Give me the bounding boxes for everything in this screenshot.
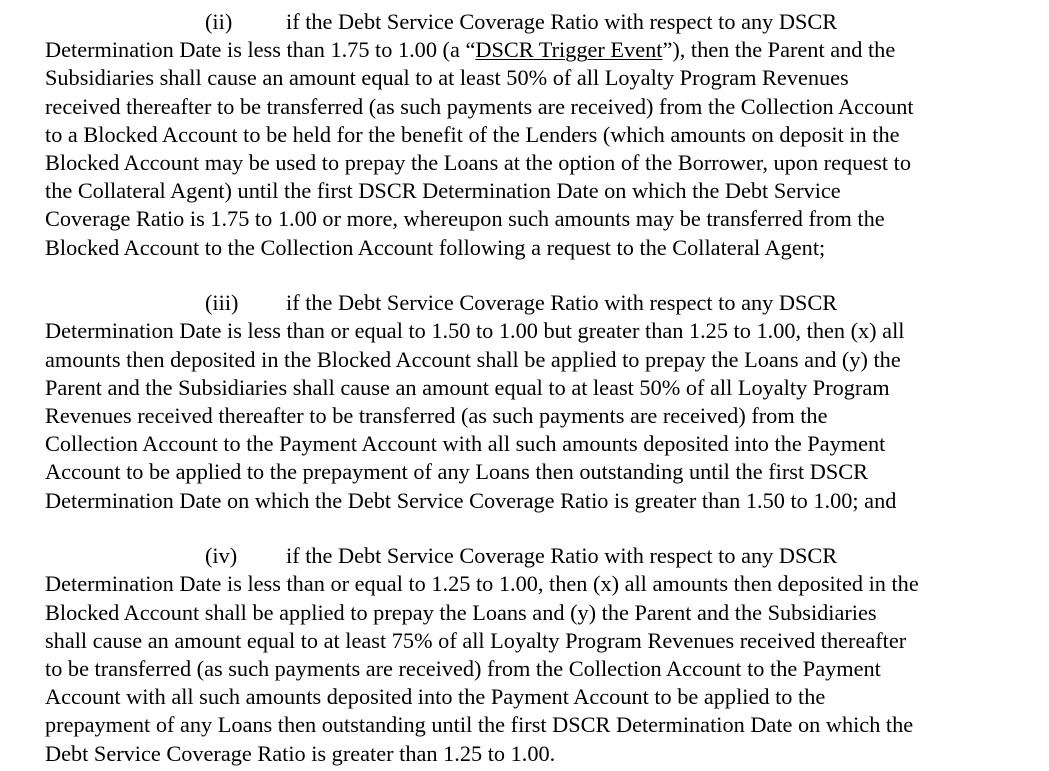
paragraph-iv-number: (iv) bbox=[205, 543, 238, 569]
paragraph-ii-line-2-before: Determination Date is less than 1.75 to 1.00 (a “ bbox=[45, 37, 476, 63]
paragraph-ii-line-2 bbox=[45, 36, 1045, 64]
paragraph-ii-line: to a Blocked Account to be held for the benefit of the Lenders (which amounts on deposit in the bbox=[45, 121, 900, 147]
paragraph-iv-line: Blocked Account shall be applied to prepay the Loans and (y) the Parent and the Subsidiaries bbox=[45, 599, 877, 625]
paragraph-ii-line: Blocked Account may be used to prepay the Loans at the option of the Borrower, upon request to bbox=[45, 149, 911, 175]
paragraph-ii-first-text: if the Debt Service Coverage Ratio with respect to any DSCR bbox=[286, 9, 838, 34]
paragraph-iii-line: amounts then deposited in the Blocked Account shall be applied to prepay the Loans and (y) the bbox=[45, 346, 901, 372]
paragraph-iii-first-text: if the Debt Service Coverage Ratio with respect to any DSCR bbox=[286, 290, 838, 316]
paragraph-spacer bbox=[45, 262, 1045, 290]
paragraph-iv-line: Determination Date is less than or equal to 1.25 to 1.00, then (x) all amounts then deposited in the bbox=[45, 571, 919, 597]
paragraph-ii-line: the Collateral Agent) until the first DSCR Determination Date on which the Debt Service bbox=[45, 178, 841, 204]
paragraph-iii-line: Revenues received thereafter to be transferred (as such payments are received) from the bbox=[45, 402, 828, 428]
paragraph-iii-first-line bbox=[45, 289, 1045, 317]
paragraph-iii-line: Determination Date on which the Debt Service Coverage Ratio is greater than 1.50 to 1.00; and bbox=[45, 487, 897, 513]
paragraph-iv-line: prepayment of any Loans then outstanding until the first DSCR Determination Date on which the bbox=[45, 712, 914, 738]
paragraph-ii bbox=[45, 8, 1045, 262]
paragraph-iv-line: shall cause an amount equal to at least 75% of all Loyalty Program Revenues received thereafter bbox=[45, 627, 907, 653]
paragraph-iii-line: Parent and the Subsidiaries shall cause an amount equal to at least 50% of all Loyalty Program bbox=[45, 374, 890, 400]
paragraph-ii-line: Coverage Ratio is 1.75 to 1.00 or more, whereupon such amounts may be transferred from the bbox=[45, 206, 885, 232]
paragraph-ii-line: Subsidiaries shall cause an amount equal to at least 50% of all Loyalty Program Revenues bbox=[45, 65, 849, 91]
paragraph-iv-line: to be transferred (as such payments are received) from the Collection Account to the Payment bbox=[45, 655, 881, 681]
paragraph-iv bbox=[45, 542, 1045, 768]
paragraph-iv-first-text: if the Debt Service Coverage Ratio with respect to any DSCR bbox=[286, 543, 838, 569]
paragraph-iii-line: Collection Account to the Payment Account with all such amounts deposited into the Payment bbox=[45, 431, 886, 457]
document-body bbox=[45, 8, 1045, 768]
paragraph-ii-line: Blocked Account to the Collection Account following a request to the Collateral Agent; bbox=[45, 234, 826, 260]
defined-term-dscr-trigger-event: DSCR Trigger Event bbox=[475, 37, 663, 63]
paragraph-ii-first-line bbox=[45, 8, 1045, 36]
paragraph-iii-line: Determination Date is less than or equal to 1.50 to 1.00 but greater than 1.25 to 1.00, then (x) all bbox=[45, 318, 905, 344]
paragraph-ii-number: (ii) bbox=[205, 9, 233, 34]
paragraph-iv-line: Debt Service Coverage Ratio is greater than 1.25 to 1.00. bbox=[45, 740, 556, 766]
paragraph-iii bbox=[45, 289, 1045, 515]
paragraph-iv-first-line bbox=[45, 542, 1045, 570]
paragraph-ii-line: received thereafter to be transferred (as such payments are received) from the Collection Account bbox=[45, 93, 914, 119]
paragraph-iii-number: (iii) bbox=[205, 290, 239, 316]
paragraph-ii-line-2-after: ”), then the Parent and the bbox=[662, 37, 896, 63]
paragraph-iv-line: Account with all such amounts deposited into the Payment Account to be applied to the bbox=[45, 684, 826, 710]
paragraph-spacer bbox=[45, 515, 1045, 543]
paragraph-iii-line: Account to be applied to the prepayment of any Loans then outstanding until the first DSCR bbox=[45, 459, 868, 485]
